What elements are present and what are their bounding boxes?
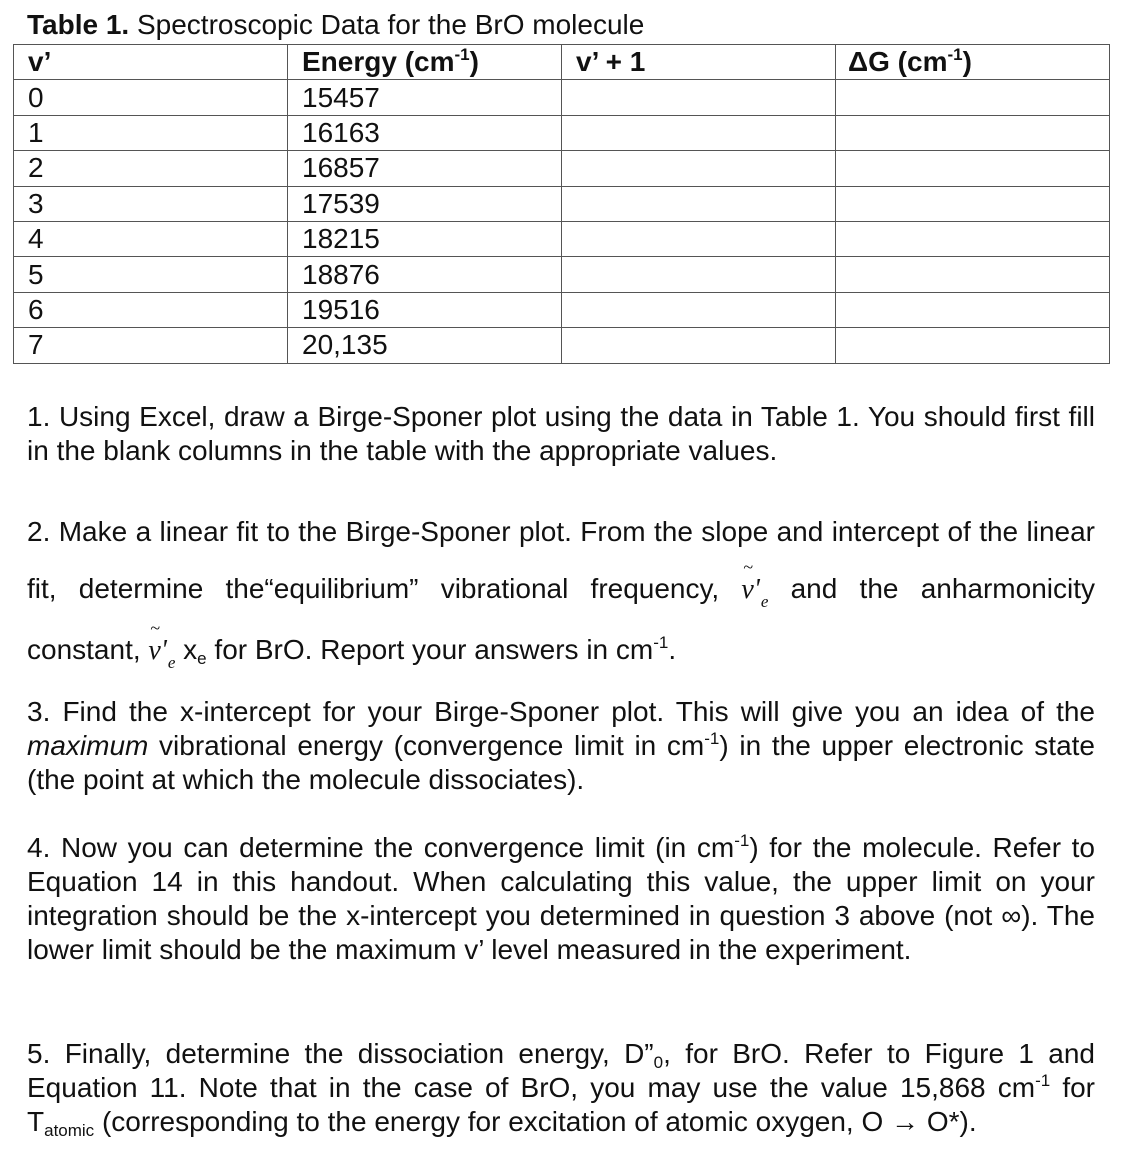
header-v-plus-1: v’ + 1	[562, 45, 836, 80]
cell-v: 5	[14, 257, 288, 292]
table-row	[14, 115, 1110, 150]
cell-delta-g	[836, 221, 1110, 256]
cell-energy: 15457	[288, 80, 562, 115]
cell-v-plus-1	[562, 80, 836, 115]
cell-delta-g	[836, 151, 1110, 186]
cell-v-plus-1	[562, 328, 836, 363]
question-1: 1. Using Excel, draw a Birge-Sponer plot using the data in Table 1. You should first fill in the blank columns in the table with the appropriate values.	[27, 401, 1095, 466]
header-delta-g: ΔG $(cm^{-1})$	[836, 45, 1110, 80]
cell-v-plus-1	[562, 257, 836, 292]
question-3: 3. Find the x-intercept for your Birge-Sponer plot. This will give you an idea of the maximum vibrational energy (convergence limit in $cm^{-1}$) in the upper electronic state (the point at which the molecule dissociates).	[27, 696, 1096, 795]
table-header-row	[14, 45, 1110, 80]
header-energy: Energy $(cm^{-1})$	[288, 45, 562, 80]
cell-energy: 16857	[288, 151, 562, 186]
cell-v-plus-1	[562, 221, 836, 256]
question-5: 5. Finally, determine the dissociation energy, $D”_0$, for BrO. Refer to Figure 1 and Equation 11. Note that in the case of BrO, you may use the value 15,868 $cm^{-1}$ for $T_{atomic}$ (corresponding to the energy for excitation of atomic oxygen, O → O*).	[27, 1038, 1095, 1140]
cell-v: 3	[14, 186, 288, 221]
cell-v: 1	[14, 115, 288, 150]
nu-prime-e-symbol: ~ $\nu'_e$	[741, 557, 769, 611]
table-row	[14, 257, 1110, 292]
table-row	[14, 151, 1110, 186]
cell-delta-g	[836, 186, 1110, 221]
header-v: v’	[14, 45, 288, 80]
cell-energy: 18215	[288, 221, 562, 256]
table-row	[14, 292, 1110, 327]
cell-energy: 16163	[288, 115, 562, 150]
table-caption	[27, 9, 644, 41]
cell-delta-g	[836, 80, 1110, 115]
table-row	[14, 186, 1110, 221]
cell-delta-g	[836, 257, 1110, 292]
cell-v: 4	[14, 221, 288, 256]
question-2: 2. Make a linear fit to the Birge-Sponer plot. From the slope and intercept of the linear fit, determine the“equilibrium” vibrational frequency, ~ $\nu'_e$ and the anharmonicity constant, ~ $\nu'_e$ $x_e$ for BrO. Report your answers in $cm^{-1}$.	[27, 503, 1095, 682]
cell-v: 7	[14, 328, 288, 363]
spectroscopic-data-table	[13, 44, 1110, 364]
cell-energy: 20,135	[288, 328, 562, 363]
table-caption-label: Table 1.	[27, 9, 130, 40]
cell-delta-g	[836, 115, 1110, 150]
cell-v-plus-1	[562, 151, 836, 186]
cell-delta-g	[836, 292, 1110, 327]
table-row	[14, 80, 1110, 115]
cell-v: 0	[14, 80, 288, 115]
cell-energy: 19516	[288, 292, 562, 327]
cell-v: 6	[14, 292, 288, 327]
table-caption-text: Spectroscopic Data for the BrO molecule	[129, 9, 645, 40]
cell-energy: 17539	[288, 186, 562, 221]
cell-v-plus-1	[562, 292, 836, 327]
table-row	[14, 328, 1110, 363]
question-4: 4. Now you can determine the convergence limit (in $cm^{-1}$) for the molecule. Refer to Equation 14 in this handout. When calculating this value, the upper limit on your integration should be the x-intercept you determined in question 3 above (not ∞). The lower limit should be the maximum v’ level measured in the experiment.	[27, 831, 1095, 965]
nu-prime-e-symbol: ~ $\nu'_e$	[148, 618, 176, 672]
cell-v: 2	[14, 151, 288, 186]
cell-v-plus-1	[562, 186, 836, 221]
cell-energy: 18876	[288, 257, 562, 292]
table-row	[14, 221, 1110, 256]
cell-v-plus-1	[562, 115, 836, 150]
cell-delta-g	[836, 328, 1110, 363]
